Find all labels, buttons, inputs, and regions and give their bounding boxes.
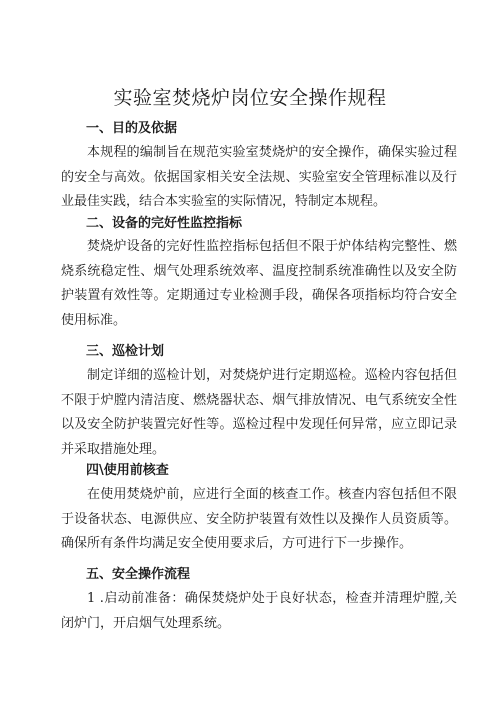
section-4-body: 在使用焚烧炉前，应进行全面的核查工作。核查内容包括但不限于设备状态、电源供应、安全防护装置有效性以及操作人员资质等。确保所有条件均满足安全使用要求后，方可进行下一步操作。 <box>61 487 457 551</box>
document-title: 实验室焚烧炉岗位安全操作规程 <box>113 87 387 109</box>
section-2-heading: 二、设备的完好性监控指标 <box>86 216 243 231</box>
section-1-body: 本规程的编制旨在规范实验室焚烧炉的安全操作，确保实验过程的安全与高效。依据国家相关安全法规、实验室安全管理标准以及行业最佳实践，结合本实验室的实际情况，特制定本规程。 <box>61 145 457 209</box>
section-1-heading: 一、目的及依据 <box>86 121 178 136</box>
section-2-body: 焚烧炉设备的完好性监控指标包括但不限于炉体结构完整性、燃烧系统稳定性、烟气处理系统效率、温度控制系统准确性以及安全防护装置有效性等。定期通过专业检测手段，确保各项指标均符合安全使用标准。 <box>61 239 457 328</box>
section-5-body: 1 .启动前准备：确保焚烧炉处于良好状态，检查并清理炉膛,关闭炉门，开启烟气处理系统。 <box>61 591 457 631</box>
section-5-heading: 五、安全操作流程 <box>86 567 191 582</box>
section-3-heading: 三、巡检计划 <box>86 344 165 359</box>
section-3-body: 制定详细的巡检计划，对焚烧炉进行定期巡检。巡检内容包括但不限于炉膛内清洁度、燃烧器状态、烟气排放情况、电气系统安全性以及安全防护装置完好性等。巡检过程中发现任何异常，应立即记录并采取措施处理。 <box>61 368 457 457</box>
section-4-heading: 四\使用前核查 <box>86 463 169 478</box>
